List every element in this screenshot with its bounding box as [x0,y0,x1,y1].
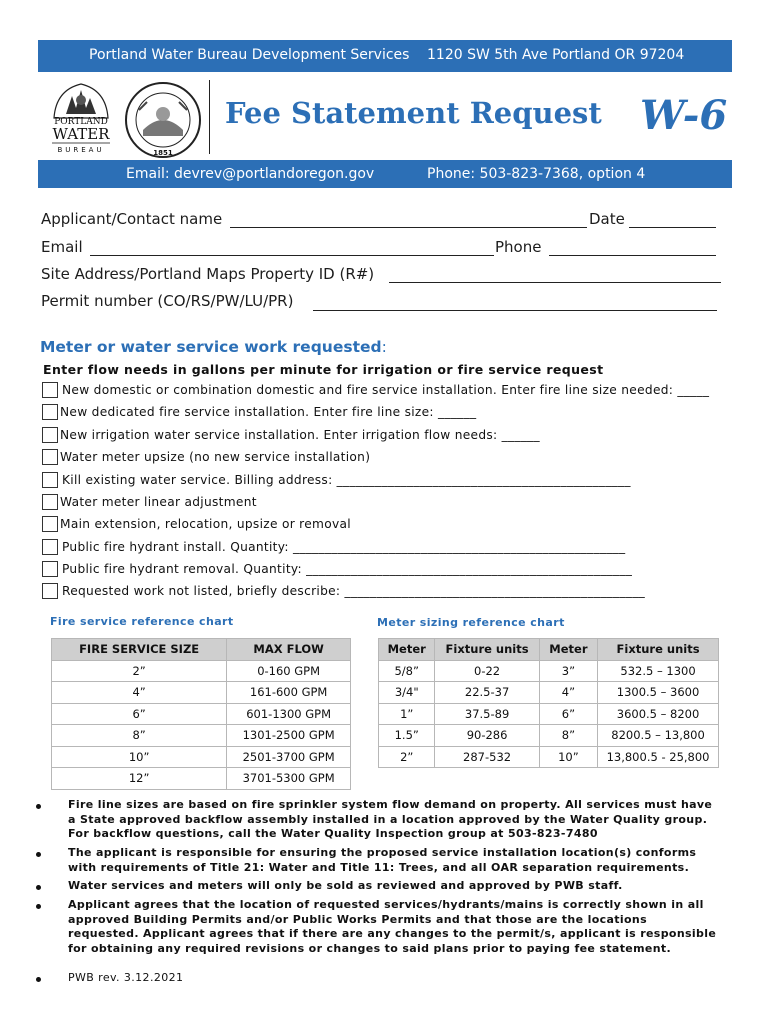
fire-cell: 10” [52,746,227,768]
fire-header-cell: MAX FLOW [227,639,351,661]
meter-cell: 287-532 [435,746,539,768]
site-label: Site Address/Portland Maps Property ID (R#) [41,265,375,283]
option-checkbox[interactable] [42,404,58,420]
meter-cell: 8200.5 – 13,800 [598,725,719,747]
meter-cell: 10” [539,746,597,768]
table-row [379,660,719,682]
applicant-input[interactable] [230,227,587,228]
meter-cell: 532.5 – 1300 [598,660,719,682]
email-label: Email [41,238,83,256]
table-row [52,746,351,768]
revision-note: PWB rev. 3.12.2021 [68,971,184,984]
meter-header-cell: Fixture units [435,639,539,661]
option-label: Main extension, relocation, upsize or removal [60,517,351,531]
meter-header-cell: Fixture units [598,639,719,661]
option-label: Water meter linear adjustment [60,495,257,509]
form-code: W-6 [640,92,728,139]
meter-cell: 1” [379,703,435,725]
date-input[interactable] [629,227,716,228]
logo-text-top: PORTLAND [54,117,108,127]
option-label: Water meter upsize (no new service installation) [60,450,371,464]
bullet-dot [36,904,41,909]
option-checkbox[interactable] [42,494,58,510]
meter-header-cell: Meter [539,639,597,661]
meter-cell: 6” [539,703,597,725]
meter-cell: 90-286 [435,725,539,747]
bullet-dot [36,804,41,809]
permit-label: Permit number (CO/RS/PW/LU/PR) [41,292,294,310]
note-item: The applicant is responsible for ensuring the proposed service installation location(s) conforms with requirements of Title 21: Water and Title 11: Trees, and all OAR separation requirements. [68,846,697,874]
fire-service-table [51,638,351,790]
page-title: Fee Statement Request [225,96,602,130]
date-label: Date [589,210,625,228]
meter-cell: 4” [539,682,597,704]
header-divider [209,80,210,154]
fire-cell: 6” [52,703,227,725]
logo-text-bottom: BUREAU [57,146,105,154]
fire-cell: 8” [52,725,227,747]
table-row [379,682,719,704]
option-checkbox[interactable] [42,472,58,488]
water-bureau-logo [46,78,116,158]
option-checkbox[interactable] [42,382,58,398]
section-subheading: Enter flow needs in gallons per minute for irrigation or fire service request [43,362,604,377]
logo-text-main: WATER [52,125,110,143]
table-row [52,768,351,790]
header-bar [38,40,732,72]
fire-cell: 2” [52,660,227,682]
option-label: New dedicated fire service installation. Enter fire line size: ______ [60,405,477,419]
option-checkbox[interactable] [42,449,58,465]
option-label: Public fire hydrant removal. Quantity: ___________________________________________________ [62,562,633,576]
meter-cell: 37.5-89 [435,703,539,725]
contact-phone: Phone: 503-823-7368, option 4 [427,166,646,182]
meter-cell: 1.5” [379,725,435,747]
meter-header-cell: Meter [379,639,435,661]
option-label: Public fire hydrant install. Quantity: ____________________________________________________ [62,540,626,554]
meter-cell: 2” [379,746,435,768]
table-row [379,725,719,747]
fire-header-cell: FIRE SERVICE SIZE [52,639,227,661]
fire-cell: 161-600 GPM [227,682,351,704]
phone-label: Phone [495,238,542,256]
meter-cell: 3” [539,660,597,682]
fire-cell: 2501-3700 GPM [227,746,351,768]
contact-email: Email: devrev@portlandoregon.gov [126,166,375,182]
fire-cell: 3701-5300 GPM [227,768,351,790]
section-heading: Meter or water service work requested: [40,338,387,356]
email-input[interactable] [90,255,494,256]
note-item: Water services and meters will only be sold as reviewed and approved by PWB staff. [68,879,623,892]
contact-bar [38,160,732,188]
option-label: Requested work not listed, briefly describe: _______________________________________________ [62,584,645,598]
table-row [52,703,351,725]
org-name: Portland Water Bureau Development Services [89,47,410,63]
meter-cell: 0-22 [435,660,539,682]
note-item: Fire line sizes are based on fire sprinkler system flow demand on property. All services must have a State approved backflow assembly installed in a location approved by the Water Quality group. For backflow questions, call the Water Quality Inspection group at 503-823-7480 [68,798,713,840]
option-label: New irrigation water service installation. Enter irrigation flow needs: ______ [60,428,540,442]
table-row [52,660,351,682]
meter-sizing-table [378,638,719,768]
site-input[interactable] [389,282,721,283]
option-checkbox[interactable] [42,427,58,443]
bullet-dot [36,885,41,890]
seal-year: 1851 [153,149,173,157]
meter-cell: 3600.5 – 8200 [598,703,719,725]
table-row [52,725,351,747]
note-item: Applicant agrees that the location of requested services/hydrants/mains is correctly shown in all approved Building Permits and/or Public Works Permits and that those are the locations requested. Applicant agrees that if there are any changes to the permit/s, applicant is responsible for obtaining any required revisions or changes to said plans prior to paying fee statement. [68,898,717,955]
org-address: 1120 SW 5th Ave Portland OR 97204 [427,47,685,63]
option-checkbox[interactable] [42,583,58,599]
meter-cell: 5/8” [379,660,435,682]
meter-cell: 13,800.5 - 25,800 [598,746,719,768]
option-checkbox[interactable] [42,516,58,532]
meter-cell: 3/4" [379,682,435,704]
permit-input[interactable] [313,310,717,311]
fire-cell: 4” [52,682,227,704]
option-label: Kill existing water service. Billing address: ______________________________________________ [62,473,631,487]
fire-cell: 0-160 GPM [227,660,351,682]
meter-cell: 1300.5 – 3600 [598,682,719,704]
city-seal-logo [123,80,203,160]
option-checkbox[interactable] [42,539,58,555]
fire-cell: 601-1300 GPM [227,703,351,725]
fire-cell: 12” [52,768,227,790]
table-row [52,682,351,704]
applicant-label: Applicant/Contact name [41,210,223,228]
option-checkbox[interactable] [42,561,58,577]
fire-chart-title: Fire service reference chart [50,615,234,628]
table-row [379,746,719,768]
fire-cell: 1301-2500 GPM [227,725,351,747]
table-row [379,703,719,725]
meter-cell: 8” [539,725,597,747]
phone-input[interactable] [549,255,716,256]
footer-bullet [36,977,41,982]
bullet-dot [36,852,41,857]
meter-cell: 22.5-37 [435,682,539,704]
option-label: New domestic or combination domestic and fire service installation. Enter fire line size needed: _____ [62,383,710,397]
meter-chart-title: Meter sizing reference chart [377,616,565,629]
